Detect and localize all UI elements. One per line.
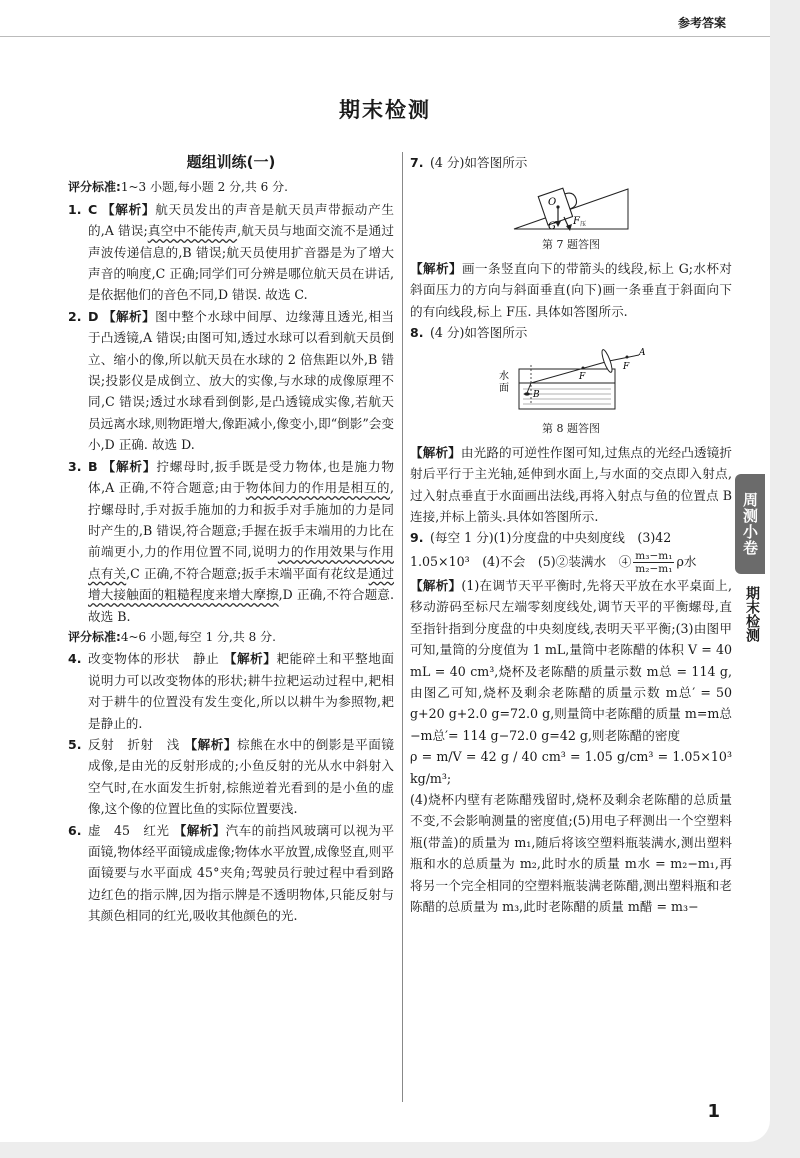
- column-divider: [402, 152, 403, 1102]
- item-number: 3.: [68, 458, 82, 474]
- figure-8: [410, 347, 732, 439]
- analysis-tag: 【解析】: [410, 444, 461, 460]
- label-f1: F: [579, 372, 586, 383]
- analysis-text: 图中整个水球中间厚、边缘薄且透光,相当于凸透镜,A 错误;由图可知,透过水球可以看到航天员倒立、缩小的像,所以航天员在水球的 2 倍焦距以外,B 错误;投影仪是成倒立、放大的实像,与水球的成像原理不同,C 错误;透过水球看到倒影,是凸透镜成实像,若航天员远离水球,则物距增大,像距减小,像变小,即“倒影”会变小,D 正确. 故选 D.: [88, 308, 394, 453]
- answer-9-analysis: [410, 575, 732, 918]
- answer-item-2: [68, 306, 394, 456]
- answer-7-analysis: [410, 258, 732, 322]
- page-title: 期末检测: [339, 98, 431, 122]
- analysis-text: (4)烧杯内壁有老陈醋残留时,烧杯及剩余老陈醋的总质量不变,不会影响测量的密度值;(5)用电子秤测出一个空塑料瓶(带盖)的质量为 m₁,随后将该空塑料瓶装满水,测出塑料瓶和水的总质量为 m₂,此时水的质量 m水 = m₂−m₁,再将另一个完全相同的空塑料瓶装满老陈醋,测出塑料瓶和老陈醋的总质量为 m₃,此时老陈醋的质量 m醋 = m₃−: [410, 791, 732, 914]
- analysis-text: (1)在调节天平平衡时,先将天平放在水平桌面上,移动游码至标尺左端零刻度线处,调节天平的平衡螺母,直至指针指到分度盘的中央刻度线,表明天平平衡;(3)由图甲可知,量筒的分度值为 1 mL,量筒中老陈醋的体积 V = 40 mL = 40 cm³,烧杯及老陈醋的质量示数 m总 = 114 g,由图乙可知,烧杯及剩余老陈醋的质量示数 m总′ = 50 g+20 g+2.0 g=72.0 g,则量筒中老陈醋的质量 m=m总−m总′= 114 g−72.0 g=42 g,则老陈醋的密度: [410, 577, 732, 743]
- analysis-text: ,拧螺母时,手对扳手施加的力和扳手对手施加的力是同时产生的,B 错误,符合题意;手握在扳手末端用的力比在前端更小,力的作用位置不同,说明: [88, 480, 394, 560]
- fraction-numerator: m₃−m₁: [635, 549, 673, 562]
- item-number: 9.: [410, 530, 424, 546]
- analysis-tag: 【解析】: [410, 260, 462, 276]
- analysis-text: ,C 正确,不符合题意;扳手末端平面有花纹是: [126, 565, 369, 581]
- answer-head: (4 分)如答图所示: [430, 155, 528, 170]
- answer-item-1: [68, 199, 394, 306]
- label-g: G: [548, 221, 556, 233]
- side-subtab: 期末检测: [744, 586, 760, 642]
- answer-8-analysis: [410, 442, 732, 528]
- analysis-tag: 【解析】: [102, 458, 157, 474]
- key-phrase: 真空中不能传声: [147, 223, 238, 239]
- answer-item-7: [410, 152, 732, 173]
- corner-label: 参考答案: [677, 16, 726, 30]
- answer-item-4: [68, 648, 394, 734]
- analysis-text: ,D 正确,不符合题意. 故选 B.: [88, 587, 394, 624]
- answer: C: [88, 201, 98, 217]
- answer-item-8: [410, 322, 732, 343]
- label-b: B: [533, 390, 540, 401]
- figure-caption: 第 8 题答图: [542, 422, 600, 436]
- label-surface: 面: [499, 383, 509, 395]
- answer-text: 1.05×10³ (4)不会 (5)②装满水 ④: [410, 553, 632, 569]
- answer-item-5: [68, 734, 394, 820]
- analysis-text: 棕熊在水中的倒影是平面镜成像,是由光的反射形成的;小鱼反射的光从水中斜射入空气时,在水面发生折射,棕熊逆着光看到的是小鱼的虚像,这个像的位置比鱼的实际位置要浅.: [88, 736, 395, 817]
- item-number: 7.: [410, 155, 424, 170]
- answer: D: [88, 308, 99, 324]
- header-rule: [0, 36, 770, 37]
- key-phrase: 力的作用效果与作用点有关: [88, 544, 394, 581]
- side-tab[interactable]: 周测小卷: [735, 474, 765, 574]
- rho-symbol: ρ水: [676, 553, 697, 569]
- label-o: O: [548, 197, 557, 209]
- answer: 改变物体的形状 静止: [88, 651, 220, 667]
- analysis-text: 耙能碎土和平整地面说明力可以改变物体的形状;耕牛拉耙运动过程中,耙相对于耕牛的位置没有发生变化,所以以耕牛为参照物,耙是静止的.: [88, 651, 395, 731]
- answer-item-9: [410, 527, 732, 548]
- right-column: [410, 152, 732, 917]
- analysis-tag: 【解析】: [223, 651, 277, 667]
- analysis-text: 拧螺母时,扳手既是受力物体,也是施力物体,A 正确,不符合题意;由于: [88, 458, 394, 496]
- key-phrase: 物体间力的作用是相互的: [245, 480, 390, 496]
- label-f-sub: 压: [580, 221, 587, 229]
- answer: 反射 折射 浅: [88, 736, 180, 752]
- answer-9-line2: [410, 549, 732, 575]
- analysis-tag: 【解析】: [102, 308, 156, 324]
- label-a: A: [639, 348, 646, 359]
- std-label: 评分标准:: [68, 629, 121, 644]
- item-number: 5.: [68, 736, 82, 752]
- answer: B: [88, 458, 98, 474]
- left-column: [68, 152, 394, 927]
- item-number: 4.: [68, 651, 82, 667]
- figure-caption: 第 7 题答图: [542, 238, 600, 252]
- std-text: 1~3 小题,每小题 2 分,共 6 分.: [120, 180, 288, 195]
- label-f2: F: [623, 362, 630, 373]
- analysis-tag: 【解析】: [101, 201, 156, 217]
- analysis-text: 汽车的前挡风玻璃可以视为平面镜,物体经平面镜成虚像;物体水平放置,成像竖直,则平面镜要与水平面成 45°夹角;驾驶员行驶过程中看到路边红色的指示牌,因为指示牌是不透明物体,只能反射与其颜色相同的红光,吸收其他颜色的光.: [88, 822, 394, 924]
- item-number: 1.: [68, 201, 82, 217]
- scoring-standard-1: [68, 177, 394, 198]
- analysis-tag: 【解析】: [410, 577, 462, 593]
- answer-head: (4 分)如答图所示: [430, 325, 528, 341]
- analysis-text: 由光路的可逆性作图可知,过焦点的光经凸透镜折射后平行于主光轴,延伸到水面上,与水面的交点即入射点,过入射点垂直于水面画出法线,再将入射点与鱼的位置点 B 连接,并标上箭头.具体如答图所示.: [410, 444, 733, 525]
- analysis-text: ,航天员与地面交流不是通过声波传递信息的,B 错误;航天员使用扩音器是为了增大声音的响度,C 正确;同学们可分辨是哪位航天员在讲话,是依据他们的音色不同,D 错误. 故选 C.: [88, 223, 394, 303]
- page-number: 1: [707, 1101, 720, 1122]
- figure-7: [410, 177, 732, 255]
- section-title: 题组训练(一): [186, 153, 276, 171]
- label-f: F: [573, 216, 580, 228]
- incline-cup-diagram: [506, 177, 636, 233]
- item-number: 8.: [410, 325, 424, 341]
- item-number: 2.: [68, 308, 82, 324]
- label-water: 水: [499, 371, 509, 383]
- item-number: 6.: [68, 822, 82, 838]
- answer-item-6: [68, 820, 394, 927]
- analysis-text: 航天员发出的声音是航天员声带振动产生的,A 错误;: [88, 201, 395, 239]
- std-text: 4~6 小题,每空 1 分,共 8 分.: [120, 629, 276, 644]
- fraction-denominator: m₂−m₁: [635, 562, 673, 575]
- lens-water-diagram: [491, 347, 651, 417]
- answer: 虚 45 红光: [88, 822, 170, 838]
- analysis-tag: 【解析】: [184, 736, 237, 752]
- scoring-standard-2: [68, 627, 394, 648]
- density-equation: ρ = m/V = 42 g / 40 cm³ = 1.05 g/cm³ = 1.05×10³ kg/m³;: [410, 749, 732, 786]
- fraction: [633, 550, 674, 575]
- std-label: 评分标准:: [68, 180, 121, 195]
- answer-head: (每空 1 分)(1)分度盘的中央刻度线 (3)42: [430, 530, 672, 546]
- answer-item-3: [68, 456, 394, 627]
- analysis-text: 画一条竖直向下的带箭头的线段,标上 G;水杯对斜面压力的方向与斜面垂直(向下)画一条垂直于斜面向下的有向线段,标上 F压. 具体如答图所示.: [410, 260, 733, 319]
- key-phrase: 通过增大接触面的粗糙程度来增大摩擦: [88, 565, 395, 603]
- analysis-tag: 【解析】: [173, 822, 226, 838]
